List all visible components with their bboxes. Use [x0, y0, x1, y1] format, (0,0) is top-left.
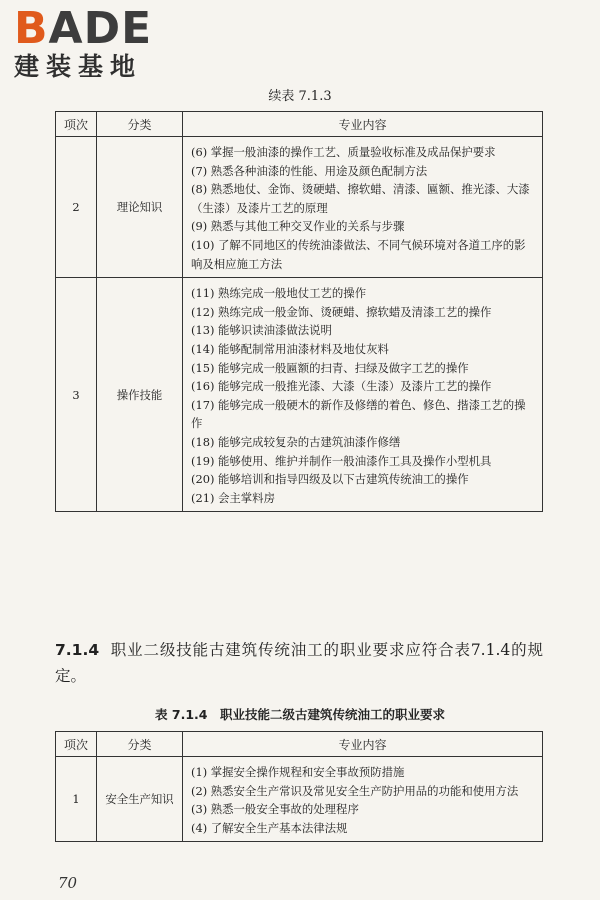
row-category: 操作技能 — [97, 278, 183, 512]
header-content: 专业内容 — [183, 732, 543, 757]
body-paragraph — [55, 637, 543, 689]
row-content — [183, 278, 543, 512]
list-item: (20) 能够培训和指导四级及以下古建筑传统油工的操作 — [191, 472, 469, 487]
row-num: 1 — [56, 757, 97, 842]
row-content — [183, 137, 543, 278]
header-num: 项次 — [56, 112, 97, 137]
requirements-table-continued — [55, 111, 543, 512]
list-item: (9) 熟悉与其他工种交叉作业的关系与步骤 — [191, 219, 405, 234]
requirements-table — [55, 731, 543, 842]
logo-wordmark: BADE — [14, 3, 153, 54]
list-item: (15) 能够完成一般匾额的扫青、扫绿及做字工艺的操作 — [191, 360, 469, 375]
list-item: (19) 能够使用、维护并制作一般油漆作工具及操作小型机具 — [191, 453, 492, 468]
clause-text: 职业二级技能古建筑传统油工的职业要求应符合表7.1.4的规定。 — [55, 641, 543, 685]
header-category: 分类 — [97, 732, 183, 757]
list-item: (11) 熟练完成一般地仗工艺的操作 — [191, 286, 367, 301]
clause-number: 7.1.4 — [55, 641, 100, 659]
logo-subtitle: 建装基地 — [14, 52, 143, 81]
list-item: (16) 能够完成一般推光漆、大漆（生漆）及漆片工艺的操作 — [191, 379, 492, 394]
header-category: 分类 — [97, 112, 183, 137]
list-item: (3) 熟悉一般安全事故的处理程序 — [191, 802, 359, 817]
list-item: (13) 能够识读油漆做法说明 — [191, 323, 332, 338]
header-content: 专业内容 — [183, 112, 543, 137]
table-caption: 表 7.1.4 职业技能二级古建筑传统油工的职业要求 — [155, 707, 445, 722]
header-num: 项次 — [56, 732, 97, 757]
row-category: 安全生产知识 — [97, 757, 183, 842]
row-num: 2 — [56, 137, 97, 278]
list-item: (12) 熟练完成一般金饰、烫硬蜡、擦软蜡及清漆工艺的操作 — [191, 304, 492, 319]
table-row — [56, 757, 543, 842]
row-category: 理论知识 — [97, 137, 183, 278]
list-item: (14) 能够配制常用油漆材料及地仗灰料 — [191, 341, 389, 356]
row-num: 3 — [56, 278, 97, 512]
list-item: (10) 了解不同地区的传统油漆做法、不同气候环境对各道工序的影响及相应施工方法 — [191, 237, 526, 271]
list-item: (17) 能够完成一般硬木的新作及修缮的着色、修色、揩漆工艺的操作 — [191, 397, 526, 431]
list-item: (8) 熟悉地仗、金饰、烫硬蜡、擦软蜡、清漆、匾额、推光漆、大漆（生漆）及漆片工艺的原理 — [191, 182, 530, 215]
list-item: (21) 会主掌料房 — [191, 490, 275, 505]
table-row — [56, 137, 543, 278]
bade-logo — [14, 3, 153, 82]
table-row — [56, 278, 543, 512]
list-item: (7) 熟悉各种油漆的性能、用途及颜色配制方法 — [191, 163, 428, 178]
list-item: (2) 熟悉安全生产常识及常见安全生产防护用品的功能和使用方法 — [191, 783, 519, 798]
page-number: 70 — [58, 874, 78, 892]
row-content — [183, 757, 543, 842]
list-item: (6) 掌握一般油漆的操作工艺、质量验收标准及成品保护要求 — [191, 145, 496, 159]
table-header-row — [56, 732, 543, 757]
list-item: (18) 能够完成较复杂的古建筑油漆作修缮 — [191, 434, 401, 449]
table-caption: 续表 7.1.3 — [268, 89, 332, 104]
list-item: (4) 了解安全生产基本法律法规 — [191, 820, 348, 835]
list-item: (1) 掌握安全操作规程和安全事故预防措施 — [191, 765, 405, 779]
table-header-row — [56, 112, 543, 137]
